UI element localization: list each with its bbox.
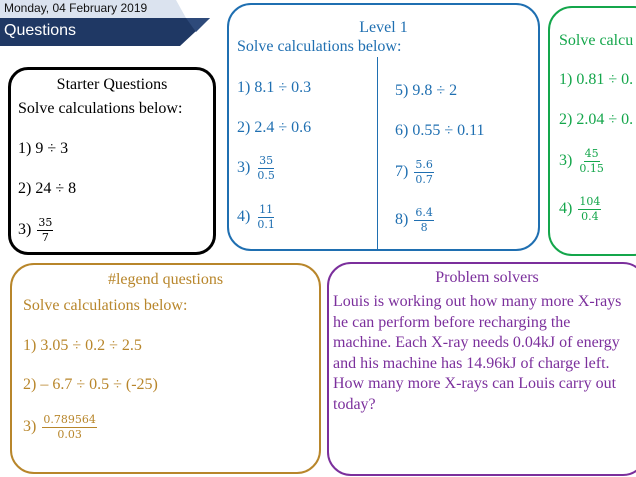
- legend-question-2: 2) – 6.7 ÷ 0.5 ÷ (-25): [23, 376, 158, 393]
- starter-question-3: [18, 217, 53, 244]
- level-1-question-3-fraction: [256, 155, 276, 182]
- legend-question-3-fraction: [42, 414, 97, 441]
- level-1-instruction: Solve calculations below:: [237, 38, 402, 55]
- fraction-numerator: 45: [584, 147, 599, 160]
- level-2-panel: [548, 6, 636, 256]
- fraction-denominator: 7: [41, 231, 49, 244]
- fraction-denominator: 0.7: [415, 173, 433, 186]
- starter-question-3-fraction: [37, 217, 53, 244]
- fraction-denominator: 8: [420, 221, 428, 234]
- level-1-question-6: 6) 0.55 ÷ 0.11: [395, 122, 485, 139]
- page-title: Questions: [4, 22, 77, 39]
- legend-question-1: 1) 3.05 ÷ 0.2 ÷ 2.5: [23, 337, 142, 354]
- level-1-panel: [227, 3, 540, 251]
- fraction-denominator: 0.4: [581, 210, 599, 223]
- date-label: Monday, 04 February 2019: [4, 1, 148, 15]
- legend-title: #legend questions: [107, 271, 224, 288]
- level-1-question-2: 2) 2.4 ÷ 0.6: [237, 119, 312, 136]
- level-1-question-7: [395, 159, 434, 186]
- level-1-question-5: 5) 9.8 ÷ 2: [395, 82, 458, 99]
- level-1-question-7-label: 7): [395, 163, 409, 181]
- level-1-question-4-label: 4): [237, 208, 251, 226]
- fraction-denominator: 0.03: [57, 428, 82, 441]
- level-1-question-7-fraction: [414, 159, 434, 186]
- fraction-numerator: 5.6: [415, 158, 433, 171]
- level-2-question-1: 1) 0.81 ÷ 0.: [559, 71, 634, 88]
- starter-instruction: Solve calculations below:: [18, 100, 183, 117]
- legend-instruction: Solve calculations below:: [23, 297, 188, 314]
- fraction-numerator: 104: [579, 195, 601, 208]
- fraction-numerator: 35: [259, 154, 274, 167]
- legend-questions-panel: [10, 263, 321, 474]
- level-1-question-4-fraction: [256, 204, 276, 231]
- fraction-numerator: 0.789564: [43, 413, 96, 426]
- legend-question-3: [23, 414, 97, 441]
- level-1-title: Level 1: [359, 19, 408, 36]
- problem-solvers-panel: [327, 262, 636, 476]
- starter-questions-panel: [8, 67, 216, 255]
- level-2-instruction: Solve calcu: [559, 32, 634, 49]
- level-1-question-1: 1) 8.1 ÷ 0.3: [237, 79, 312, 96]
- level-2-question-3: [559, 148, 605, 175]
- starter-question-1: 1) 9 ÷ 3: [18, 140, 69, 157]
- level-1-question-4: [237, 204, 276, 231]
- starter-title: Starter Questions: [56, 76, 168, 93]
- level-1-question-3-label: 3): [237, 159, 251, 177]
- title-banner: [0, 18, 210, 46]
- level-2-question-3-label: 3): [559, 152, 573, 170]
- level-1-question-8-label: 8): [395, 211, 409, 229]
- starter-question-3-label: 3): [18, 221, 32, 239]
- level-2-question-4: [559, 196, 601, 223]
- problem-text: Louis is working out how many more X-rays he can perform before recharging the machine. Each X-ray needs 0.04kJ of energy and his machine has 14.96kJ of charge left. How many more X-rays can Louis carry out today?: [333, 293, 622, 413]
- level-2-question-4-fraction: [578, 196, 601, 223]
- level-1-question-8-fraction: [414, 207, 434, 234]
- fraction-denominator: 0.1: [257, 218, 275, 231]
- fraction-numerator: 6.4: [415, 206, 433, 219]
- fraction-denominator: 0.15: [579, 162, 604, 175]
- legend-question-3-label: 3): [23, 418, 37, 436]
- starter-question-2: 2) 24 ÷ 8: [18, 180, 77, 197]
- level-1-question-3: [237, 155, 276, 182]
- level-1-question-8: [395, 207, 434, 234]
- problem-title: Problem solvers: [435, 269, 539, 286]
- level-2-question-4-label: 4): [559, 200, 573, 218]
- column-divider: [377, 57, 378, 251]
- fraction-numerator: 35: [38, 216, 53, 229]
- level-2-question-3-fraction: [578, 148, 605, 175]
- date-banner: [0, 0, 186, 18]
- fraction-denominator: 0.5: [257, 169, 275, 182]
- fraction-numerator: 11: [259, 203, 274, 216]
- level-2-question-2: 2) 2.04 ÷ 0.: [559, 111, 634, 128]
